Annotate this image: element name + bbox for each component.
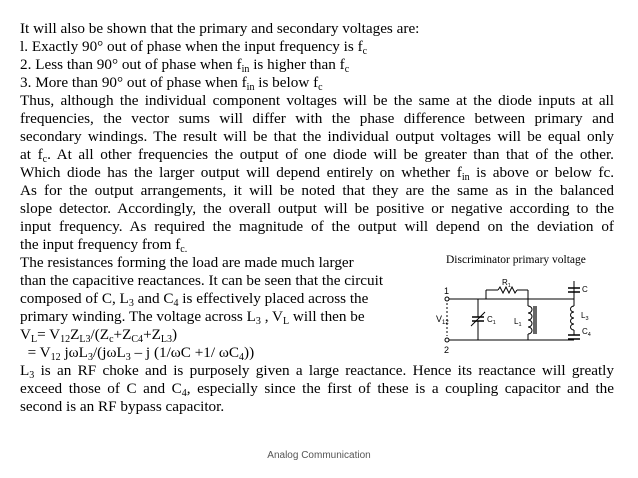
inductor-l3 <box>571 306 575 330</box>
text-line-16: composed of C, $L_3$ and $C_4$ is effectively placed across the <box>20 290 369 309</box>
text-line-10: As for the output arrangements, it will be noted that they are the same as in the balanced <box>20 182 614 199</box>
text-line-5: Thus, although the individual component voltages will be the same at the diode inputs at all <box>20 92 614 109</box>
v12-label: $V_{12}$ <box>436 314 449 326</box>
text-line-15: than the capacitive reactances. It can be seen that the circuit <box>20 272 384 289</box>
text-line-2: l. Exactly 90° out of phase when the input frequency is $f_c$ <box>20 38 368 57</box>
r1-label: $R_1$ <box>502 278 511 289</box>
text-line-7: secondary windings. The result will be that the individual output voltages will be equal only <box>20 128 614 145</box>
text-line-1: It will also be shown that the primary and secondary voltages are: <box>20 20 420 37</box>
equation-line-1: $V_L= V_{12}Z_{L3}/(Z_c+Z_{C4}+Z_{L3})$ <box>20 326 178 345</box>
inductor-l1 <box>528 306 532 334</box>
text-line-8: at $f_c$. At all other frequencies the output of one diode will be greater than that of the other. <box>20 146 614 165</box>
text-line-11: slope detector. Accordingly, the overall output will be positive or negative according to the <box>20 200 614 217</box>
c-label: C <box>582 285 588 294</box>
text-line-22: second is an RF bypass capacitor. <box>20 398 225 415</box>
diagram-caption: Discriminator primary voltage <box>446 254 586 266</box>
terminal-2-label: 2 <box>444 345 450 355</box>
c4-label: $C_4$ <box>582 327 591 338</box>
text-line-21: exceed those of C and $C_4$, especially since the first of these is a coupling capacitor and the <box>20 380 614 399</box>
equation-line-2: = $V_{12}$ jωL$_3$/(jωL$_3$ – j (1/ωC +1/ $\omega C_4$)) <box>20 344 255 363</box>
text-line-17: primary winding. The voltage across $L_3$ , $V_L$ will then be <box>20 308 365 327</box>
footer: Analog Communication <box>267 450 371 461</box>
l3-label: $L_3$ <box>581 311 589 322</box>
text-line-14: The resistances forming the load are made much larger <box>20 254 354 271</box>
terminal-2-node <box>445 338 449 342</box>
terminal-1-node <box>445 297 449 301</box>
text-line-12: input frequency. As required the magnitude of the output will depend on the deviation of <box>20 218 614 235</box>
text-line-13: the input frequency from $f_{c.}$ <box>20 236 188 255</box>
text-line-3: 2. Less than 90° out of phase when $f_{in}$ is higher than $f_c$ <box>20 56 350 75</box>
text-line-6: frequencies, the vector sums will differ with the phase difference between primary and <box>20 110 614 127</box>
text-line-9: Which diode has the larger output will depend entirely on whether $f_{in}$ is above or below fc. <box>20 164 614 183</box>
text-line-4: 3. More than 90° out of phase when $f_{in}$ is below $f_c$ <box>20 74 323 93</box>
terminal-1-label: 1 <box>444 286 450 296</box>
discriminator-circuit-diagram <box>436 278 596 356</box>
text-line-20: $L_3$ is an RF choke and is purposely given a large reactance. Hence its reactance will greatly <box>20 362 614 381</box>
c1-label: $C_1$ <box>487 315 496 326</box>
l1-label: $L_1$ <box>514 317 522 328</box>
